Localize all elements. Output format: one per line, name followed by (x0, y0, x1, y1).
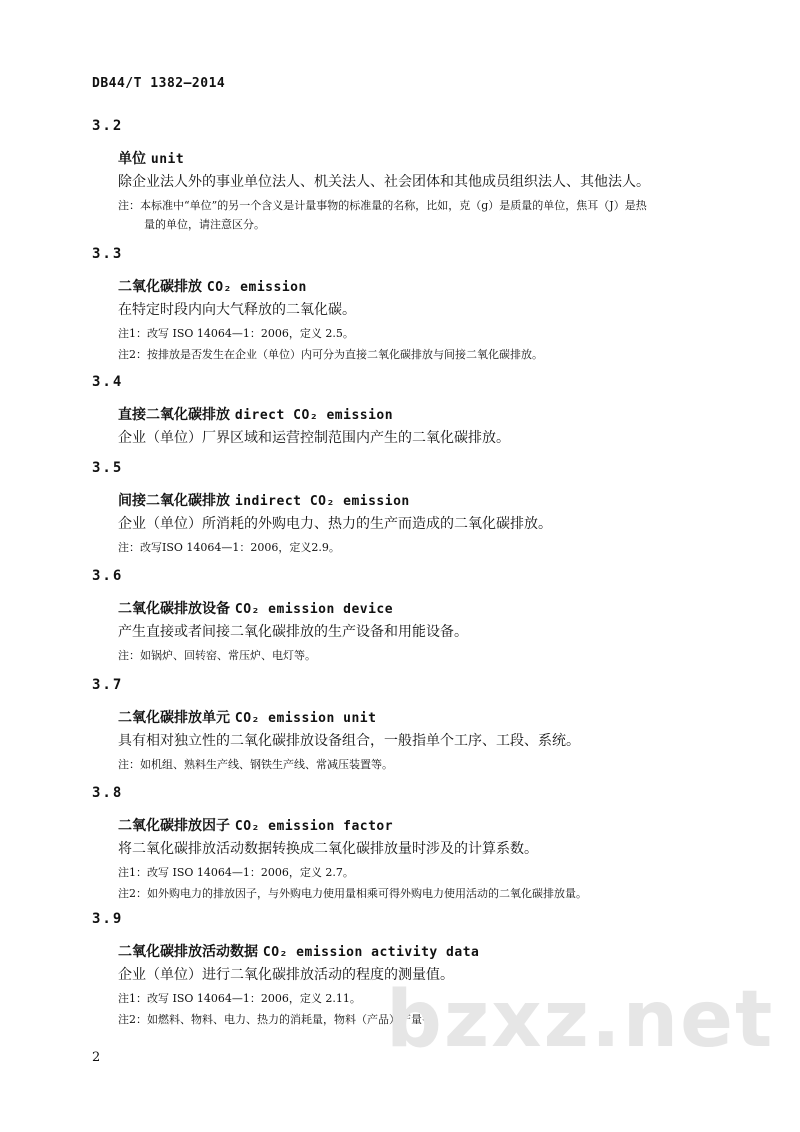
term-note-2: 注2：按排放是否发生在企业（单位）内可分为直接二氧化碳排放与间接二氧化碳排放。 (118, 348, 543, 361)
term-definition: 除企业法人外的事业单位法人、机关法人、社会团体和其他成员组织法人、其他法人。 (118, 174, 650, 190)
section-3-8 (92, 785, 732, 903)
clause-number: 3.5 (92, 460, 124, 476)
term-en: CO₂ emission unit (234, 711, 377, 726)
term-en: unit (150, 152, 185, 167)
term-zh: 间接二氧化碳排放 (118, 493, 230, 509)
term-title (118, 490, 732, 510)
term-title (118, 276, 732, 296)
term-en: CO₂ emission factor (234, 819, 394, 834)
clause-number: 3.9 (92, 911, 124, 927)
clause-number: 3.8 (92, 785, 124, 801)
term-zh: 二氧化碳排放因子 (118, 818, 230, 834)
term-en: CO₂ emission device (234, 602, 394, 617)
site-watermark: bzxz.net (386, 975, 775, 1065)
clause-number: 3.3 (92, 246, 124, 262)
term-title (118, 815, 732, 835)
term-note: 注：本标准中“单位”的另一个含义是计量事物的标准量的名称，比如，克（g）是质量的单位，焦耳（J）是热 (118, 199, 647, 212)
term-definition: 将二氧化碳排放活动数据转换成二氧化碳排放量时涉及的计算系数。 (118, 841, 538, 857)
term-note: 注：改写ISO 14064—1：2006，定义2.9。 (118, 541, 340, 554)
section-3-6 (92, 568, 732, 665)
term-zh: 二氧化碳排放单元 (118, 710, 230, 726)
term-note-continued: 量的单位，请注意区分。 (144, 218, 265, 231)
term-en: CO₂ emission activity data (262, 945, 480, 960)
term-title (118, 148, 732, 168)
term-zh: 二氧化碳排放 (118, 279, 202, 295)
term-definition: 在特定时段内向大气释放的二氧化碳。 (118, 302, 356, 318)
term-title (118, 404, 732, 424)
clause-number: 3.2 (92, 118, 124, 134)
page-number: 2 (92, 1050, 101, 1065)
clause-number: 3.4 (92, 374, 124, 390)
term-definition: 具有相对独立性的二氧化碳排放设备组合，一般指单个工序、工段、系统。 (118, 733, 580, 749)
term-zh: 单位 (118, 151, 146, 167)
term-en: direct CO₂ emission (234, 408, 394, 423)
term-definition: 企业（单位）所消耗的外购电力、热力的生产而造成的二氧化碳排放。 (118, 516, 552, 532)
term-title (118, 941, 732, 961)
clause-number: 3.7 (92, 677, 124, 693)
clause-number: 3.6 (92, 568, 124, 584)
term-en: indirect CO₂ emission (234, 494, 410, 509)
term-definition: 产生直接或者间接二氧化碳排放的生产设备和用能设备。 (118, 624, 468, 640)
term-note-1: 注1：改写 ISO 14064—1：2006，定义 2.11。 (118, 992, 361, 1005)
term-zh: 直接二氧化碳排放 (118, 407, 230, 423)
term-definition: 企业（单位）厂界区域和运营控制范围内产生的二氧化碳排放。 (118, 430, 510, 446)
section-3-7 (92, 677, 732, 774)
section-3-3 (92, 246, 732, 364)
term-note-2: 注2：如外购电力的排放因子，与外购电力使用量相乘可得外购电力使用活动的二氧化碳排放量。 (118, 887, 587, 900)
term-note: 注：如机组、熟料生产线、钢铁生产线、常减压装置等。 (118, 758, 393, 771)
section-3-5 (92, 460, 732, 557)
term-note-1: 注1：改写 ISO 14064—1：2006，定义 2.7。 (118, 866, 354, 879)
term-zh: 二氧化碳排放设备 (118, 601, 230, 617)
section-3-4 (92, 374, 732, 447)
term-en: CO₂ emission (206, 280, 307, 295)
term-definition: 企业（单位）进行二氧化碳排放活动的程度的测量值。 (118, 967, 454, 983)
term-title (118, 707, 732, 727)
term-note: 注：如锅炉、回转窑、常压炉、电灯等。 (118, 649, 316, 662)
term-zh: 二氧化碳排放活动数据 (118, 944, 258, 960)
standard-code-header: DB44/T 1382—2014 (92, 76, 226, 91)
section-3-2 (92, 118, 732, 234)
term-note-1: 注1：改写 ISO 14064—1：2006，定义 2.5。 (118, 327, 354, 340)
term-title (118, 598, 732, 618)
term-note-2: 注2：如燃料、物料、电力、热力的消耗量，物料（产品）产量等。 (118, 1013, 444, 1026)
